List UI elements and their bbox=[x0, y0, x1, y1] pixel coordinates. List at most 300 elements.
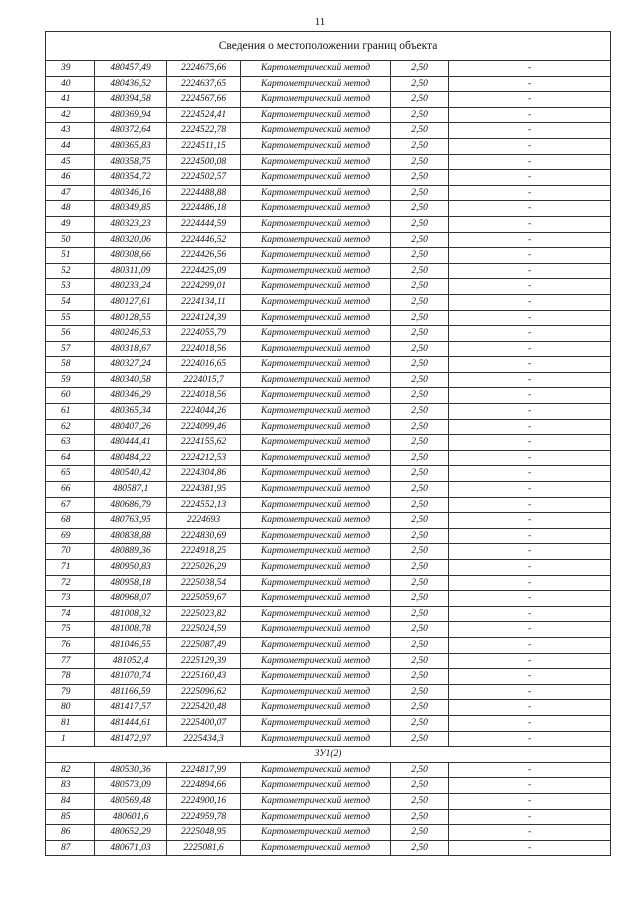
description-cell: - bbox=[449, 404, 611, 420]
table-row bbox=[46, 575, 611, 591]
accuracy-cell: 2,50 bbox=[391, 653, 449, 669]
accuracy-cell: 2,50 bbox=[391, 513, 449, 529]
x-coordinate-cell: 480340,58 bbox=[95, 372, 167, 388]
y-coordinate-cell: 2224155,62 bbox=[167, 435, 241, 451]
point-number-cell: 71 bbox=[46, 560, 95, 576]
method-cell: Картометрический метод bbox=[241, 591, 391, 607]
method-cell: Картометрический метод bbox=[241, 497, 391, 513]
method-cell: Картометрический метод bbox=[241, 185, 391, 201]
point-number-cell: 62 bbox=[46, 419, 95, 435]
table-row bbox=[46, 715, 611, 731]
method-cell: Картометрический метод bbox=[241, 201, 391, 217]
method-cell: Картометрический метод bbox=[241, 357, 391, 373]
x-coordinate-cell: 481166,59 bbox=[95, 684, 167, 700]
table-row bbox=[46, 606, 611, 622]
table-row bbox=[46, 544, 611, 560]
x-coordinate-cell: 480444,41 bbox=[95, 435, 167, 451]
table-row bbox=[46, 419, 611, 435]
method-cell: Картометрический метод bbox=[241, 248, 391, 264]
description-cell: - bbox=[449, 310, 611, 326]
method-cell: Картометрический метод bbox=[241, 450, 391, 466]
y-coordinate-cell: 2225059,67 bbox=[167, 591, 241, 607]
x-coordinate-cell: 480407,26 bbox=[95, 419, 167, 435]
method-cell: Картометрический метод bbox=[241, 622, 391, 638]
y-coordinate-cell: 2225024,59 bbox=[167, 622, 241, 638]
table-row bbox=[46, 92, 611, 108]
accuracy-cell: 2,50 bbox=[391, 637, 449, 653]
accuracy-cell: 2,50 bbox=[391, 606, 449, 622]
y-coordinate-cell: 2224500,08 bbox=[167, 154, 241, 170]
accuracy-cell: 2,50 bbox=[391, 419, 449, 435]
y-coordinate-cell: 2224511,15 bbox=[167, 138, 241, 154]
point-number-cell: 72 bbox=[46, 575, 95, 591]
method-cell: Картометрический метод bbox=[241, 637, 391, 653]
y-coordinate-cell: 2224817,99 bbox=[167, 762, 241, 778]
x-coordinate-cell: 480318,67 bbox=[95, 341, 167, 357]
y-coordinate-cell: 2224894,66 bbox=[167, 778, 241, 794]
description-cell: - bbox=[449, 419, 611, 435]
accuracy-cell: 2,50 bbox=[391, 372, 449, 388]
table-row bbox=[46, 341, 611, 357]
method-cell: Картометрический метод bbox=[241, 669, 391, 685]
x-coordinate-cell: 480311,09 bbox=[95, 263, 167, 279]
x-coordinate-cell: 480308,66 bbox=[95, 248, 167, 264]
y-coordinate-cell: 2224522,78 bbox=[167, 123, 241, 139]
y-coordinate-cell: 2224486,18 bbox=[167, 201, 241, 217]
point-number-cell: 55 bbox=[46, 310, 95, 326]
table-row bbox=[46, 76, 611, 92]
method-cell: Картометрический метод bbox=[241, 762, 391, 778]
description-cell: - bbox=[449, 497, 611, 513]
method-cell: Картометрический метод bbox=[241, 170, 391, 186]
description-cell: - bbox=[449, 825, 611, 841]
x-coordinate-cell: 481008,32 bbox=[95, 606, 167, 622]
x-coordinate-cell: 480436,52 bbox=[95, 76, 167, 92]
table-row bbox=[46, 793, 611, 809]
table-row bbox=[46, 669, 611, 685]
accuracy-cell: 2,50 bbox=[391, 61, 449, 77]
y-coordinate-cell: 2225434,3 bbox=[167, 731, 241, 747]
x-coordinate-cell: 480233,24 bbox=[95, 279, 167, 295]
y-coordinate-cell: 2224134,11 bbox=[167, 294, 241, 310]
accuracy-cell: 2,50 bbox=[391, 762, 449, 778]
method-cell: Картометрический метод bbox=[241, 326, 391, 342]
accuracy-cell: 2,50 bbox=[391, 248, 449, 264]
table-row bbox=[46, 560, 611, 576]
description-cell: - bbox=[449, 793, 611, 809]
y-coordinate-cell: 2224637,65 bbox=[167, 76, 241, 92]
table-row bbox=[46, 825, 611, 841]
accuracy-cell: 2,50 bbox=[391, 793, 449, 809]
table-row bbox=[46, 637, 611, 653]
y-coordinate-cell: 2224693 bbox=[167, 513, 241, 529]
accuracy-cell: 2,50 bbox=[391, 279, 449, 295]
accuracy-cell: 2,50 bbox=[391, 294, 449, 310]
description-cell: - bbox=[449, 809, 611, 825]
table-row bbox=[46, 700, 611, 716]
accuracy-cell: 2,50 bbox=[391, 107, 449, 123]
table-row bbox=[46, 138, 611, 154]
point-number-cell: 51 bbox=[46, 248, 95, 264]
point-number-cell: 54 bbox=[46, 294, 95, 310]
accuracy-cell: 2,50 bbox=[391, 560, 449, 576]
x-coordinate-cell: 481008,78 bbox=[95, 622, 167, 638]
method-cell: Картометрический метод bbox=[241, 684, 391, 700]
x-coordinate-cell: 480686,79 bbox=[95, 497, 167, 513]
table-row bbox=[46, 622, 611, 638]
description-cell: - bbox=[449, 357, 611, 373]
table-row bbox=[46, 123, 611, 139]
y-coordinate-cell: 2224018,56 bbox=[167, 388, 241, 404]
point-number-cell: 76 bbox=[46, 637, 95, 653]
method-cell: Картометрический метод bbox=[241, 544, 391, 560]
accuracy-cell: 2,50 bbox=[391, 216, 449, 232]
point-number-cell: 44 bbox=[46, 138, 95, 154]
method-cell: Картометрический метод bbox=[241, 232, 391, 248]
description-cell: - bbox=[449, 591, 611, 607]
method-cell: Картометрический метод bbox=[241, 154, 391, 170]
method-cell: Картометрический метод bbox=[241, 715, 391, 731]
accuracy-cell: 2,50 bbox=[391, 778, 449, 794]
y-coordinate-cell: 2224016,65 bbox=[167, 357, 241, 373]
table-title-row bbox=[46, 32, 611, 61]
y-coordinate-cell: 2224567,66 bbox=[167, 92, 241, 108]
y-coordinate-cell: 2224444,59 bbox=[167, 216, 241, 232]
description-cell: - bbox=[449, 232, 611, 248]
accuracy-cell: 2,50 bbox=[391, 731, 449, 747]
table-row bbox=[46, 61, 611, 77]
method-cell: Картометрический метод bbox=[241, 419, 391, 435]
point-number-cell: 47 bbox=[46, 185, 95, 201]
point-number-cell: 83 bbox=[46, 778, 95, 794]
table-row bbox=[46, 404, 611, 420]
y-coordinate-cell: 2224015,7 bbox=[167, 372, 241, 388]
y-coordinate-cell: 2225023,82 bbox=[167, 606, 241, 622]
accuracy-cell: 2,50 bbox=[391, 154, 449, 170]
description-cell: - bbox=[449, 61, 611, 77]
point-number-cell: 57 bbox=[46, 341, 95, 357]
x-coordinate-cell: 480838,88 bbox=[95, 528, 167, 544]
x-coordinate-cell: 481070,74 bbox=[95, 669, 167, 685]
accuracy-cell: 2,50 bbox=[391, 435, 449, 451]
x-coordinate-cell: 480354,72 bbox=[95, 170, 167, 186]
table-row bbox=[46, 528, 611, 544]
method-cell: Картометрический метод bbox=[241, 575, 391, 591]
y-coordinate-cell: 2224959,78 bbox=[167, 809, 241, 825]
description-cell: - bbox=[449, 544, 611, 560]
method-cell: Картометрический метод bbox=[241, 76, 391, 92]
y-coordinate-cell: 2224426,56 bbox=[167, 248, 241, 264]
point-number-cell: 46 bbox=[46, 170, 95, 186]
point-number-cell: 66 bbox=[46, 482, 95, 498]
method-cell: Картометрический метод bbox=[241, 61, 391, 77]
method-cell: Картометрический метод bbox=[241, 793, 391, 809]
description-cell: - bbox=[449, 294, 611, 310]
point-number-cell: 70 bbox=[46, 544, 95, 560]
description-cell: - bbox=[449, 560, 611, 576]
description-cell: - bbox=[449, 123, 611, 139]
description-cell: - bbox=[449, 76, 611, 92]
accuracy-cell: 2,50 bbox=[391, 76, 449, 92]
method-cell: Картометрический метод bbox=[241, 404, 391, 420]
point-number-cell: 86 bbox=[46, 825, 95, 841]
x-coordinate-cell: 480365,83 bbox=[95, 138, 167, 154]
accuracy-cell: 2,50 bbox=[391, 123, 449, 139]
accuracy-cell: 2,50 bbox=[391, 684, 449, 700]
y-coordinate-cell: 2224502,57 bbox=[167, 170, 241, 186]
table-row bbox=[46, 591, 611, 607]
table-title: Сведения о местоположении границ объекта bbox=[46, 32, 611, 61]
method-cell: Картометрический метод bbox=[241, 809, 391, 825]
accuracy-cell: 2,50 bbox=[391, 840, 449, 856]
accuracy-cell: 2,50 bbox=[391, 263, 449, 279]
table-row bbox=[46, 170, 611, 186]
method-cell: Картометрический метод bbox=[241, 528, 391, 544]
table-row bbox=[46, 232, 611, 248]
description-cell: - bbox=[449, 92, 611, 108]
accuracy-cell: 2,50 bbox=[391, 185, 449, 201]
x-coordinate-cell: 480530,36 bbox=[95, 762, 167, 778]
method-cell: Картометрический метод bbox=[241, 825, 391, 841]
method-cell: Картометрический метод bbox=[241, 279, 391, 295]
point-number-cell: 69 bbox=[46, 528, 95, 544]
accuracy-cell: 2,50 bbox=[391, 388, 449, 404]
method-cell: Картометрический метод bbox=[241, 138, 391, 154]
y-coordinate-cell: 2224212,53 bbox=[167, 450, 241, 466]
page-number: 11 bbox=[314, 16, 326, 28]
point-number-cell: 50 bbox=[46, 232, 95, 248]
table-row bbox=[46, 216, 611, 232]
x-coordinate-cell: 480601,6 bbox=[95, 809, 167, 825]
point-number-cell: 45 bbox=[46, 154, 95, 170]
accuracy-cell: 2,50 bbox=[391, 622, 449, 638]
x-coordinate-cell: 480127,61 bbox=[95, 294, 167, 310]
method-cell: Картометрический метод bbox=[241, 310, 391, 326]
method-cell: Картометрический метод bbox=[241, 92, 391, 108]
point-number-cell: 49 bbox=[46, 216, 95, 232]
table-row bbox=[46, 497, 611, 513]
method-cell: Картометрический метод bbox=[241, 388, 391, 404]
point-number-cell: 84 bbox=[46, 793, 95, 809]
point-number-cell: 87 bbox=[46, 840, 95, 856]
description-cell: - bbox=[449, 840, 611, 856]
table-row bbox=[46, 154, 611, 170]
table-row bbox=[46, 185, 611, 201]
accuracy-cell: 2,50 bbox=[391, 528, 449, 544]
y-coordinate-cell: 2225048,95 bbox=[167, 825, 241, 841]
accuracy-cell: 2,50 bbox=[391, 466, 449, 482]
accuracy-cell: 2,50 bbox=[391, 715, 449, 731]
x-coordinate-cell: 480958,18 bbox=[95, 575, 167, 591]
description-cell: - bbox=[449, 575, 611, 591]
accuracy-cell: 2,50 bbox=[391, 310, 449, 326]
accuracy-cell: 2,50 bbox=[391, 825, 449, 841]
table-row bbox=[46, 326, 611, 342]
y-coordinate-cell: 2224830,69 bbox=[167, 528, 241, 544]
method-cell: Картометрический метод bbox=[241, 513, 391, 529]
x-coordinate-cell: 480346,29 bbox=[95, 388, 167, 404]
y-coordinate-cell: 2224675,66 bbox=[167, 61, 241, 77]
accuracy-cell: 2,50 bbox=[391, 669, 449, 685]
method-cell: Картометрический метод bbox=[241, 482, 391, 498]
description-cell: - bbox=[449, 637, 611, 653]
y-coordinate-cell: 2225026,29 bbox=[167, 560, 241, 576]
x-coordinate-cell: 480365,34 bbox=[95, 404, 167, 420]
x-coordinate-cell: 480372,64 bbox=[95, 123, 167, 139]
description-cell: - bbox=[449, 185, 611, 201]
y-coordinate-cell: 2225087,49 bbox=[167, 637, 241, 653]
description-cell: - bbox=[449, 154, 611, 170]
description-cell: - bbox=[449, 684, 611, 700]
point-number-cell: 64 bbox=[46, 450, 95, 466]
y-coordinate-cell: 2224044,26 bbox=[167, 404, 241, 420]
table-row bbox=[46, 778, 611, 794]
accuracy-cell: 2,50 bbox=[391, 450, 449, 466]
point-number-cell: 85 bbox=[46, 809, 95, 825]
method-cell: Картометрический метод bbox=[241, 840, 391, 856]
description-cell: - bbox=[449, 528, 611, 544]
y-coordinate-cell: 2224446,52 bbox=[167, 232, 241, 248]
description-cell: - bbox=[449, 138, 611, 154]
y-coordinate-cell: 2224381,95 bbox=[167, 482, 241, 498]
point-number-cell: 48 bbox=[46, 201, 95, 217]
point-number-cell: 59 bbox=[46, 372, 95, 388]
accuracy-cell: 2,50 bbox=[391, 544, 449, 560]
x-coordinate-cell: 481046,55 bbox=[95, 637, 167, 653]
point-number-cell: 73 bbox=[46, 591, 95, 607]
y-coordinate-cell: 2224055,79 bbox=[167, 326, 241, 342]
description-cell: - bbox=[449, 388, 611, 404]
point-number-cell: 52 bbox=[46, 263, 95, 279]
table-row bbox=[46, 840, 611, 856]
point-number-cell: 75 bbox=[46, 622, 95, 638]
point-number-cell: 53 bbox=[46, 279, 95, 295]
description-cell: - bbox=[449, 435, 611, 451]
y-coordinate-cell: 2224552,13 bbox=[167, 497, 241, 513]
point-number-cell: 78 bbox=[46, 669, 95, 685]
table-row bbox=[46, 762, 611, 778]
table-row bbox=[46, 310, 611, 326]
accuracy-cell: 2,50 bbox=[391, 482, 449, 498]
method-cell: Картометрический метод bbox=[241, 778, 391, 794]
table-row bbox=[46, 731, 611, 747]
section-row bbox=[46, 747, 611, 763]
x-coordinate-cell: 480968,07 bbox=[95, 591, 167, 607]
method-cell: Картометрический метод bbox=[241, 435, 391, 451]
y-coordinate-cell: 2224018,56 bbox=[167, 341, 241, 357]
x-coordinate-cell: 480128,55 bbox=[95, 310, 167, 326]
table-row bbox=[46, 107, 611, 123]
x-coordinate-cell: 480327,24 bbox=[95, 357, 167, 373]
table-row bbox=[46, 201, 611, 217]
x-coordinate-cell: 480394,58 bbox=[95, 92, 167, 108]
description-cell: - bbox=[449, 653, 611, 669]
description-cell: - bbox=[449, 107, 611, 123]
table-row bbox=[46, 809, 611, 825]
method-cell: Картометрический метод bbox=[241, 466, 391, 482]
boundary-coordinates-table bbox=[45, 31, 611, 856]
table-row bbox=[46, 388, 611, 404]
method-cell: Картометрический метод bbox=[241, 560, 391, 576]
point-number-cell: 41 bbox=[46, 92, 95, 108]
section-label: ЗУ1(2) bbox=[46, 747, 611, 763]
table-row bbox=[46, 372, 611, 388]
y-coordinate-cell: 2224900,16 bbox=[167, 793, 241, 809]
method-cell: Картометрический метод bbox=[241, 731, 391, 747]
y-coordinate-cell: 2224488,88 bbox=[167, 185, 241, 201]
y-coordinate-cell: 2224918,25 bbox=[167, 544, 241, 560]
table-row bbox=[46, 482, 611, 498]
accuracy-cell: 2,50 bbox=[391, 497, 449, 513]
point-number-cell: 61 bbox=[46, 404, 95, 420]
table-row bbox=[46, 263, 611, 279]
y-coordinate-cell: 2225160,43 bbox=[167, 669, 241, 685]
accuracy-cell: 2,50 bbox=[391, 809, 449, 825]
method-cell: Картометрический метод bbox=[241, 123, 391, 139]
accuracy-cell: 2,50 bbox=[391, 700, 449, 716]
accuracy-cell: 2,50 bbox=[391, 201, 449, 217]
y-coordinate-cell: 2225038,54 bbox=[167, 575, 241, 591]
description-cell: - bbox=[449, 248, 611, 264]
y-coordinate-cell: 2224124,39 bbox=[167, 310, 241, 326]
point-number-cell: 68 bbox=[46, 513, 95, 529]
y-coordinate-cell: 2224304,86 bbox=[167, 466, 241, 482]
table-row bbox=[46, 450, 611, 466]
point-number-cell: 42 bbox=[46, 107, 95, 123]
y-coordinate-cell: 2224099,46 bbox=[167, 419, 241, 435]
point-number-cell: 65 bbox=[46, 466, 95, 482]
point-number-cell: 40 bbox=[46, 76, 95, 92]
accuracy-cell: 2,50 bbox=[391, 575, 449, 591]
accuracy-cell: 2,50 bbox=[391, 326, 449, 342]
accuracy-cell: 2,50 bbox=[391, 170, 449, 186]
x-coordinate-cell: 480358,75 bbox=[95, 154, 167, 170]
x-coordinate-cell: 480573,09 bbox=[95, 778, 167, 794]
point-number-cell: 39 bbox=[46, 61, 95, 77]
x-coordinate-cell: 480457,49 bbox=[95, 61, 167, 77]
point-number-cell: 56 bbox=[46, 326, 95, 342]
table-row bbox=[46, 294, 611, 310]
description-cell: - bbox=[449, 482, 611, 498]
x-coordinate-cell: 480349,85 bbox=[95, 201, 167, 217]
y-coordinate-cell: 2224425,09 bbox=[167, 263, 241, 279]
point-number-cell: 63 bbox=[46, 435, 95, 451]
table-row bbox=[46, 653, 611, 669]
x-coordinate-cell: 480587,1 bbox=[95, 482, 167, 498]
table-row bbox=[46, 435, 611, 451]
x-coordinate-cell: 480320,06 bbox=[95, 232, 167, 248]
point-number-cell: 58 bbox=[46, 357, 95, 373]
x-coordinate-cell: 481444,61 bbox=[95, 715, 167, 731]
x-coordinate-cell: 480652,29 bbox=[95, 825, 167, 841]
method-cell: Картометрический метод bbox=[241, 700, 391, 716]
y-coordinate-cell: 2225420,48 bbox=[167, 700, 241, 716]
table-row bbox=[46, 684, 611, 700]
description-cell: - bbox=[449, 201, 611, 217]
x-coordinate-cell: 480323,23 bbox=[95, 216, 167, 232]
table-row bbox=[46, 248, 611, 264]
description-cell: - bbox=[449, 466, 611, 482]
description-cell: - bbox=[449, 762, 611, 778]
description-cell: - bbox=[449, 450, 611, 466]
x-coordinate-cell: 481052,4 bbox=[95, 653, 167, 669]
description-cell: - bbox=[449, 513, 611, 529]
accuracy-cell: 2,50 bbox=[391, 404, 449, 420]
description-cell: - bbox=[449, 263, 611, 279]
x-coordinate-cell: 480671,03 bbox=[95, 840, 167, 856]
point-number-cell: 60 bbox=[46, 388, 95, 404]
y-coordinate-cell: 2225081,6 bbox=[167, 840, 241, 856]
